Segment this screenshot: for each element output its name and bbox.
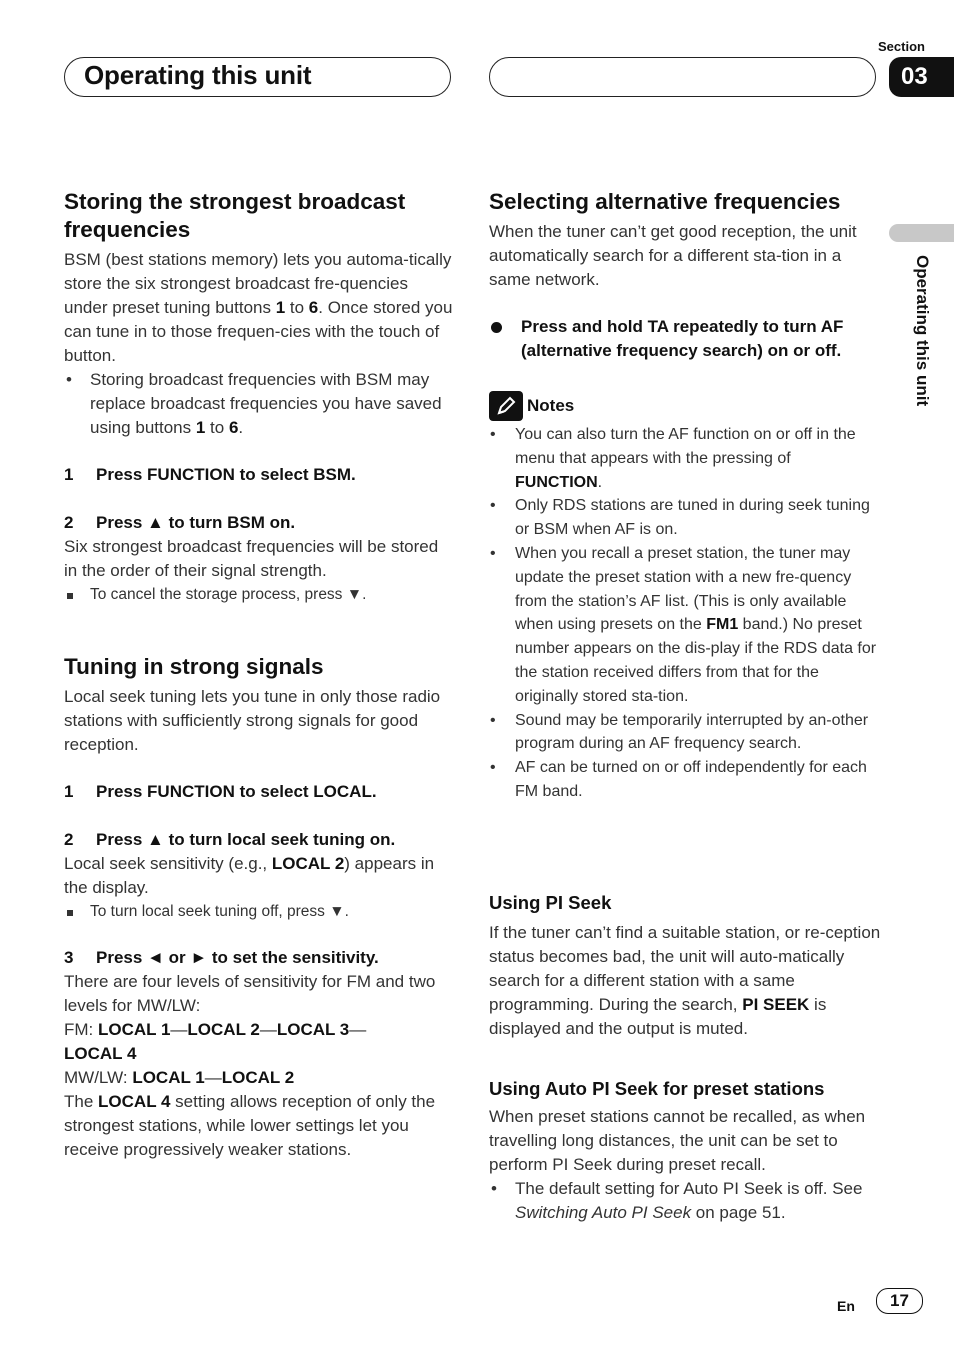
local-step-1: 1 Press FUNCTION to select LOCAL. — [64, 782, 377, 801]
page-number: 17 — [876, 1288, 923, 1314]
af-intro: When the tuner can’t get good reception, the unit automatically search for a different sta-tion in a same network. — [489, 222, 857, 289]
pencil-icon — [489, 391, 523, 421]
local-step-3: 3 Press ◄ or ► to set the sensitivity. — [64, 948, 379, 967]
af-note-1: • You can also turn the AF function on or off in the menu that appears with the pressing of FUNCTION. — [489, 423, 881, 494]
side-tab-label: Operating this unit — [913, 255, 932, 407]
bsm-cancel-note: To cancel the storage process, press ▼. — [64, 583, 456, 607]
bsm-bullet: • Storing broadcast frequencies with BSM may replace broadcast frequencies you have saved using buttons 1 to 6. — [64, 368, 456, 440]
section-number: 03 — [889, 57, 954, 97]
pi-seek-heading: Using PI Seek — [489, 892, 612, 913]
side-tab-marker — [889, 224, 954, 242]
af-heading: Selecting alternative frequencies — [489, 189, 841, 214]
af-note-2: • Only RDS stations are tuned in during seek tuning or BSM when AF is on. — [489, 494, 881, 542]
auto-pi-seek-heading: Using Auto PI Seek for preset stations — [489, 1078, 825, 1099]
auto-pi-seek-body: When preset stations cannot be recalled, as when travelling long distances, the unit can be set to perform PI Seek during preset recall. — [489, 1107, 866, 1174]
local-outro: The LOCAL 4 setting allows reception of only the strongest stations, while lower settings let you receive progressively weaker stations. — [64, 1092, 436, 1159]
local-step-3-body: There are four levels of sensitivity for FM and two levels for MW/LW: — [64, 972, 436, 1015]
local-section — [64, 653, 456, 1162]
local-step-2: 2 Press ▲ to turn local seek tuning on. — [64, 830, 396, 849]
mw-levels: MW/LW: LOCAL 1—LOCAL 2 — [64, 1068, 295, 1087]
bsm-step-2-body: Six strongest broadcast frequencies will be stored in the order of their signal strength. — [64, 537, 439, 580]
bsm-section — [64, 188, 456, 607]
af-note-5: • AF can be turned on or off independently for each FM band. — [489, 756, 881, 804]
bsm-step-2: 2 Press ▲ to turn BSM on. — [64, 513, 296, 532]
language-code: En — [837, 1298, 855, 1314]
pi-seek-section — [489, 891, 881, 1041]
auto-pi-seek-bullet: • The default setting for Auto PI Seek is off. See Switching Auto PI Seek on page 51. — [489, 1177, 881, 1225]
section-label: Section — [878, 39, 925, 54]
pi-seek-body: If the tuner can’t find a suitable station, or re-ception status becomes bad, the unit will auto-matically search for a different station with a same programming. During the search, PI SEEK is displayed and the output is muted. — [489, 923, 881, 1038]
page-title: Operating this unit — [84, 60, 312, 90]
notes-header — [489, 391, 881, 421]
auto-pi-seek-section — [489, 1077, 881, 1225]
af-note-3: • When you recall a preset station, the tuner may update the preset station with a new fre-quency from the station’s AF list. (This is only available when using presets on the FM1 band.) No preset number appears on the dis-play if the RDS data for the station received differs from that for the originally stored sta-tion. — [489, 542, 881, 709]
local-heading: Tuning in strong signals — [64, 654, 324, 679]
af-note-4: • Sound may be temporarily interrupted by an-other program during an AF frequency search. — [489, 709, 881, 757]
notes-title: Notes — [527, 396, 575, 415]
step-bullet-icon — [491, 322, 502, 333]
af-action-step: Press and hold TA repeatedly to turn AF (alternative frequency search) on or off. — [489, 315, 881, 363]
bsm-heading: Storing the strongest broadcast frequencies — [64, 189, 406, 242]
fm-levels: FM: LOCAL 1—LOCAL 2—LOCAL 3— LOCAL 4 — [64, 1020, 367, 1063]
local-off-note: To turn local seek tuning off, press ▼. — [64, 900, 456, 924]
bsm-intro: BSM (best stations memory) lets you automa-tically store the six strongest broadcast fre-quencies under preset tuning buttons 1 to 6. Once stored you can tune in to those frequen-cies with the touch of button. — [64, 250, 453, 365]
header-blank-frame — [489, 57, 876, 97]
af-section — [489, 188, 881, 804]
bsm-step-1: 1 Press FUNCTION to select BSM. — [64, 465, 356, 484]
local-step-2-body: Local seek sensitivity (e.g., LOCAL 2) appears in the display. — [64, 854, 435, 897]
local-intro: Local seek tuning lets you tune in only those radio stations with sufficiently strong signals for good reception. — [64, 687, 441, 754]
